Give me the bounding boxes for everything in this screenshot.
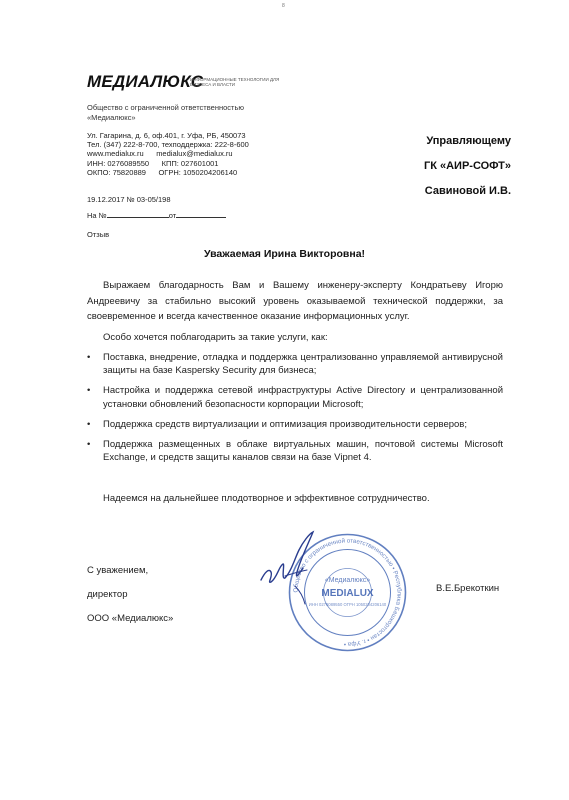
addressee-organization: ГК «АИР-СОФТ» [423,160,511,172]
letter-date-number: 19.12.2017 № 03-05/198 [87,195,171,204]
addressee-block [371,129,511,204]
ref-number-blank [107,210,169,218]
logo-text: МЕДИАЛЮКС [87,72,204,91]
company-legal-form: Общество с ограниченной ответственностью [87,103,244,112]
company-name-block [87,103,244,123]
paragraph-closing-wish: Надеемся на дальнейшее плодотворное и эффективное сотрудничество. [103,493,430,504]
paragraph-gratitude: Выражаем благодарность Вам и Вашему инженеру-эксперту Кондратьеву Игорю Андреевичу за стабильно высокий уровень оказываемой технической поддержки, за своевременное и всегда качественное оказание информационных услуг. [87,280,503,322]
bullet-icon: • [87,418,91,430]
signer-name: В.Е.Брекоткин [436,583,500,594]
list-item-text: Поддержка средств виртуализации и оптимизация производительности серверов; [103,418,467,430]
ref-number-label: На № [87,211,107,220]
closing-regards: С уважением, [87,565,149,576]
salutation: Уважаемая Ирина Викторовна! [203,248,366,260]
paragraph-services-intro: Особо хочется поблагодарить за такие услуги, как: [103,332,328,343]
ref-from-label: от [168,211,177,220]
list-item-text: Поставка, внедрение, отладка и поддержка централизованно управляемой антивирусной защиты на базе Kaspersky Security для бизнеса; [103,352,503,377]
list-item [87,438,503,464]
addressee-position: Управляющему [426,135,511,147]
services-list [87,351,503,471]
bullet-icon: • [87,352,91,363]
stamp-center-text: MEDIALUX [321,588,374,599]
list-item [87,418,503,431]
ref-date-blank [176,210,226,218]
addressee-name: Савиновой И.В. [424,185,511,197]
handwritten-signature [255,528,325,608]
company-phone: Тел. (347) 222-8-700, техподдержка: 222-8-600 [87,140,249,150]
company-web-email: www.medialux.ru medialux@medialux.ru [87,149,233,159]
stamp-ring-text: Общество с ограниченной ответственностью • Республика Башкортостан • г. Уфа • [292,537,403,648]
list-item-text: Настройка и поддержка сетевой инфраструктуры Active Directory и централизованной установки обновлений безопасности корпорации Microsoft; [103,385,503,410]
page-corner-mark: 8 [282,3,285,9]
company-logo [87,72,203,92]
reference-line [87,210,226,220]
company-contacts [87,131,249,177]
bullet-icon: • [87,385,91,397]
company-inn-kpp: ИНН: 0276089550 КПП: 027601001 [87,158,219,168]
company-address: Ул. Гагарина, д. 6, оф.401, г. Уфа, РБ, 450073 [87,131,246,140]
bullet-icon: • [87,439,91,451]
list-item-text: Поддержка размещенных в облаке виртуальных машин, почтовой системы Microsoft Exchange, и средств защиты каналов связи на базе Vipnet 4. [103,439,503,464]
signature-stroke-3 [295,586,305,604]
signer-position: директор [87,589,128,600]
logo-tagline: ИНФОРМАЦИОННЫЕ ТЕХНОЛОГИИ ДЛЯ БИЗНЕСА И ВЛАСТИ [190,77,280,87]
stamp-upper-text: «Медиалюкс» [324,577,371,584]
document-type: Отзыв [87,230,110,239]
stamp-ids-text: ИНН 0276089550 ОГРН 1050204206140 [308,602,387,607]
closing-block [87,559,173,631]
list-item [87,351,503,377]
signer-organization: ООО «Медиалюкс» [87,613,174,624]
company-okpo-ogrn: ОКПО: 75820889 ОГРН: 1050204206140 [87,167,238,177]
list-item [87,384,503,410]
company-name: «Медиалюкс» [87,113,136,122]
